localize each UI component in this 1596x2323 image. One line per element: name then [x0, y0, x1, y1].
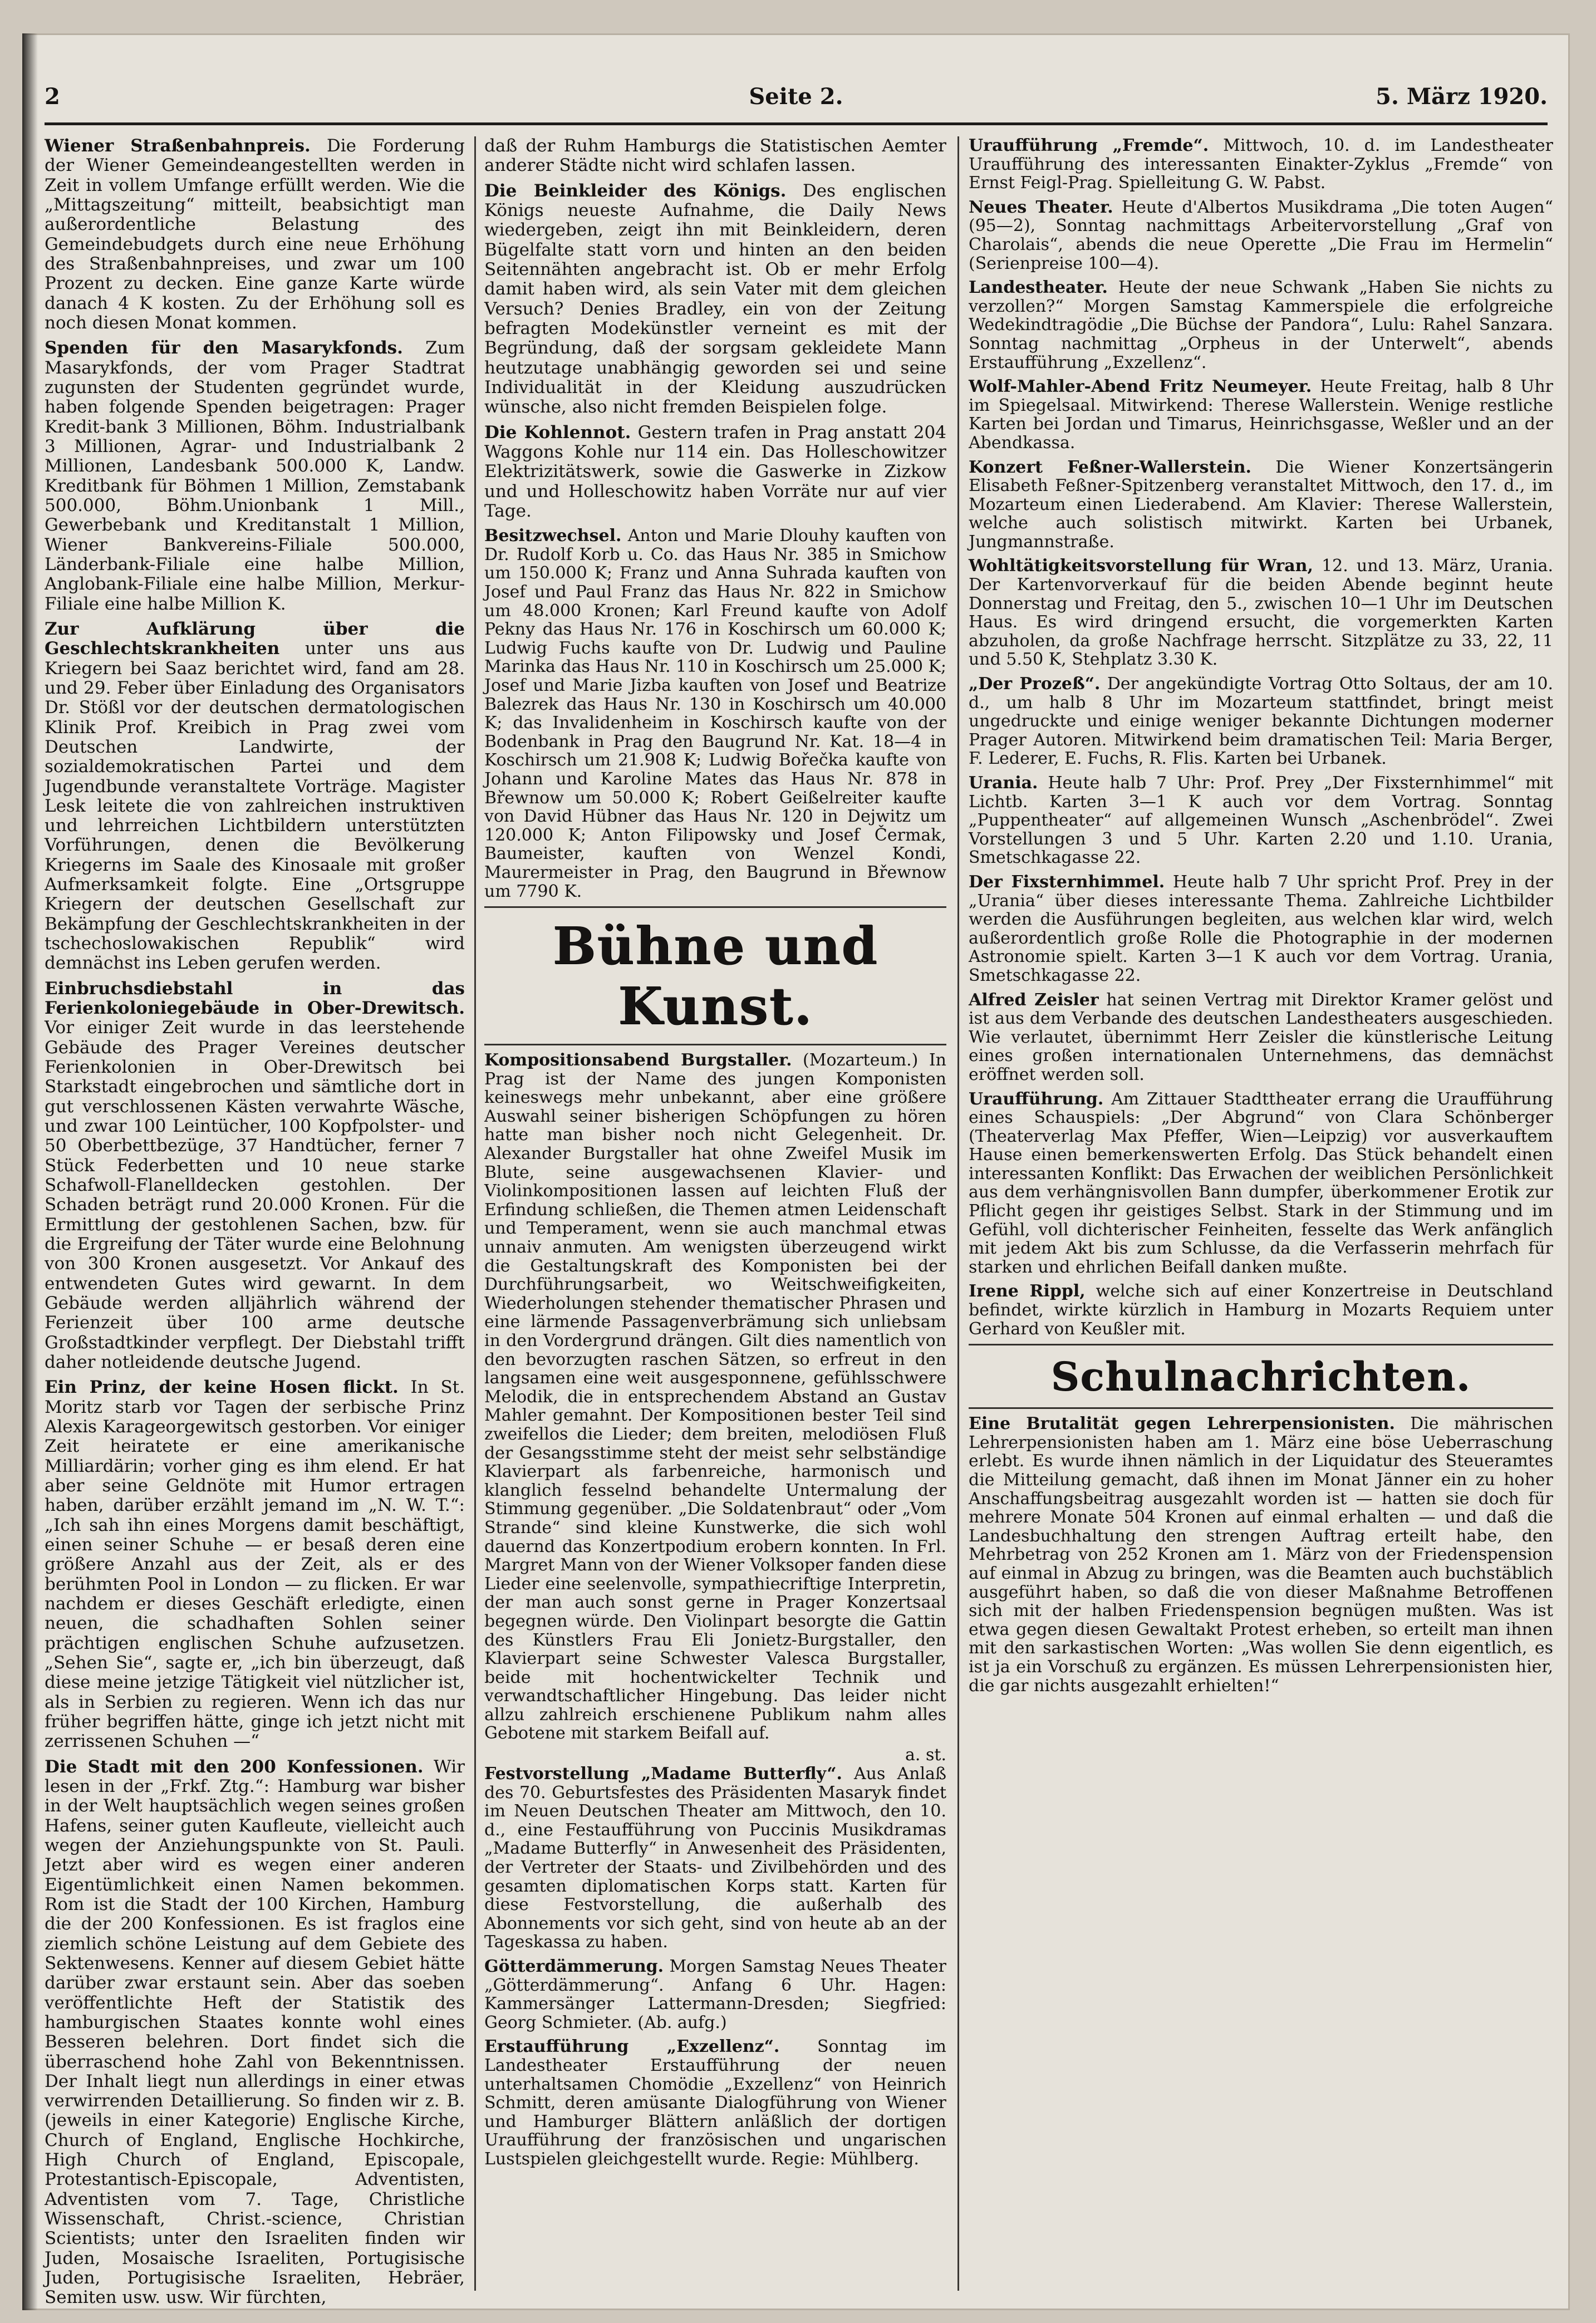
article-text: Mittwoch, 10. d. im Landestheater Uraufführung des interessanten Einakter-Zyklus „Fremde“ von Ernst Feigl-Prag. Spielleitung G. W. Pabst.	[969, 136, 1553, 193]
article-text: Heute halb 7 Uhr spricht Prof. Prey in der „Urania“ über dieses interessante Thema. Zahlreiche Lichtbilder werden die Ausführungen begleiten, aus welchen klar wird, welch außerordentlich große Rolle die Photographie in der modernen Astronomie spielt. Karten 3—1 K auch vor dem Vortrag. Urania, Smetschkagasse 22.	[969, 872, 1553, 985]
article	[969, 774, 1553, 867]
article	[969, 198, 1553, 273]
article	[484, 136, 946, 176]
article-text: Anton und Marie Dlouhy kauften von Dr. Rudolf Korb u. Co. das Haus Nr. 385 in Smichow um 150.000 K; Franz und Anna Suhrada kauften von Josef und Paul Franz das Haus Nr. 822 in Smichow um 48.000 Kronen; Karl Freund kaufte von Adolf Pekny das Haus Nr. 176 in Koschirsch um 60.000 K; Ludwig Fuchs kaufte von Dr. Ludwig und Pauline Marinka das Haus Nr. 110 in Koschirsch um 25.000 K; Josef und Marie Jizba kauften von Josef und Beatrize Balezrek das Haus Nr. 130 in Koschirsch um 40.000 K; das Invalidenheim in Koschirsch kaufte von der Bodenbank in Prag den Baugrund Nr. Kat. 18—4 in Koschirsch um 21.908 K; Ludwig Bořečka kaufte von Johann und Karoline Mates das Haus Nr. 878 in Břewnow um 50.000 K; Robert Geißelreiter kaufte von David Hübner das Haus Nr. 120 in Dejwitz um 120.000 K; Anton Filipowsky und Josef Čermak, Baumeister, kauften von Wenzel Kondi, Maurermeister in Prag, den Baugrund in Břewnow um 7790 K.	[484, 526, 946, 901]
issue-date: 5. März 1920.	[1376, 84, 1548, 110]
article-headline: Wiener Straßenbahnpreis.	[45, 136, 311, 156]
article-text: Aus Anlaß des 70. Geburtsfestes des Präsidenten Masaryk findet im Neuen Deutschen Theater am Mittwoch, den 10. d., eine Festaufführung von Puccinis Musikdramas „Madame Butterfly“ in Anwesenheit des Präsidenten, der Vertreter der Staats- und Zivilbehörden und des gesamten diplomatischen Korps statt. Karten für diese Festvorstellung, die außerhalb des Abonnements vor sich geht, sind von heute ab an der Tageskassa zu haben.	[484, 1764, 946, 1952]
article	[484, 1765, 946, 1952]
article	[45, 136, 465, 333]
column-2	[484, 136, 946, 2291]
article-headline: Der Fixsternhimmel.	[969, 872, 1165, 892]
article-text: Wir lesen in der „Frkf. Ztg.“: Hamburg war bisher in der Welt hauptsächlich wegen seines großen Hafens, seiner guten Kaufleute, vielleicht auch wegen der Anziehungspunkte von St. Pauli. Jetzt aber wird es wegen einer anderen Eigentümlichkeit einen Namen bekommen. Rom ist die Stadt der 100 Kirchen, Hamburg die der 200 Konfessionen. Es ist fraglos eine ziemlich schöne Leistung auf dem Gebiete des Sektenwesens. Kenner auf diesem Gebiet hätte darüber zwar erstaunt sein. Aber das soeben veröffentlichte Heft der Statistik des hamburgischen Staates konnte wohl eines Besseren belehren. Dort findet sich die überraschend hohe Zahl von Bekenntnissen. Der Inhalt liegt nun allerdings in einer etwas verwirrenden Detaillierung. So finden wir z. B. (jeweils in einer Kategorie) Englische Kirche, Church of England, Englische Hochkirche, High Church of England, Episcopale, Protestantisch-Episcopale, Adventisten, Adventisten vom 7. Tage, Christliche Wissenschaft, Christ.-science, Christian Scientists; unter den Israeliten finden wir Juden, Mosaische Israeliten, Portugisische Juden, Portugisische Israeliten, Hebräer, Semiten usw. usw. Wir fürchten,	[45, 1756, 465, 2308]
article	[969, 991, 1553, 1084]
article	[969, 136, 1553, 193]
article-headline: Besitzwechsel.	[484, 526, 622, 546]
scan-edge-shadow	[22, 33, 38, 2310]
section-divider	[484, 1044, 946, 1045]
article-text: unter uns aus Kriegern bei Saaz berichtet wird, fand am 28. und 29. Feber über Einladung des Organisators Dr. Stößl vor der deutschen dermatologischen Klinik Prof. Kreibich in Prag zwei vom Deutschen Landwirte, der sozialdemokratischen Partei und dem Jugendbunde veranstaltete Vorträge. Magister Lesk leitete die von zahlreichen instruktiven und lehrreichen Lichtbildern unterstützten Vorführungen, denen die Bevölkerung Kriegerns im Saale des Kinosaale mit großer Aufmerksamkeit folgte. Eine „Ortsgruppe Kriegern der deutschen Gesellschaft zur Bekämpfung der Geschlechtskrankheiten in der tschechoslowakischen Republik“ wird demnächst ins Leben gerufen werden.	[45, 639, 465, 974]
article	[484, 2037, 946, 2168]
article-text: (Mozarteum.) In Prag ist der Name des jungen Komponisten keineswegs mehr unbekannt, aber eine größere Auswahl seiner bisherigen Schöpfungen zu hören hatte man bisher noch nicht Gelegenheit. Dr. Alexander Burgstaller hat ohne Zweifel Musik im Blute, seine ausgewachsenen Klavier- und Violinkompositionen lassen auf leichten Fluß der Erfindung schließen, die Themen atmen Leidenschaft und Temperament, wenn sie auch manchmal etwas unnaiv anmuten. Am wenigsten überzeugend wirkt die Gestaltungskraft des Komponisten bei der Durchführungsarbeit, wo Weitschweifigkeiten, Wiederholungen stehender thematischer Phrasen und eine lärmende Passagenverbrämung sich unliebsam in den Vordergrund drängen. Gilt dies namentlich von den bevorzugten raschen Sätzen, so erfreut in den langsamen eine weit ausgesponnene, gefühlsschwere Melodik, die in entsprechendem Abstand an Gustav Mahler gemahnt. Der Kompositionen bester Teil sind zweifellos die Lieder; dem breiten, melodiösen Fluß der Gesangsstimme steht der meist sehr selbständige Klavierpart als farbenreiche, harmonisch und klanglich fesselnd behandelte Untermalung der Stimmung gegenüber. „Die Soldatenbraut“ oder „Vom Strande“ sind kleine Kunstwerke, die sich wohl dauernd das Konzertpodium erobern konnten. In Frl. Margret Mann von der Wiener Volksoper fanden diese Lieder eine seelenvolle, sympathiecriftige Interpretin, der man auch sonst gerne in Prager Konzertsaal begegnen würde. Den Violinpart besorgte die Gattin des Künstlers Frau Eli Jonietz-Burgstaller, den Klavierpart seine Schwester Valesca Burgstaller, beide mit hochentwickelter Technik und verwandtschaftlicher Hingebung. Das leider nicht allzu zahlreich erschienene Publikum nahm alles Gebotene mit starkem Beifall auf.	[484, 1050, 946, 1744]
article-headline: Wohltätigkeitsvorstellung für Wran,	[969, 556, 1313, 576]
article-text: welche sich auf einer Konzertreise in Deutschland befindet, wirkte kürzlich in Hamburg in Mozarts Requiem unter Gerhard von Keußler mit.	[969, 1281, 1554, 1339]
article	[484, 527, 946, 901]
article-headline: Eine Brutalität gegen Lehrerpensionisten.	[969, 1414, 1395, 1434]
article-headline: Neues Theater.	[969, 197, 1113, 217]
article	[969, 675, 1553, 768]
article	[969, 1415, 1553, 1695]
article-headline: Die Kohlennot.	[484, 422, 631, 443]
article-text: Die Forderung der Wiener Gemeindeangestellten werden in Zeit in vollem Umfange erfüllt werden. Wie die „Mittagszeitung“ mitteilt, beabsichtigt man außerordentliche Belastung des Gemeindebudgets durch eine neue Erhöhung des Straßenbahnpreises, und zwar um 100 Prozent zu decken. Eine ganze Karte würde danach 4 K kosten. Zu der Erhöhung soll es noch diesen Monat kommen.	[45, 136, 465, 333]
newspaper-page	[22, 33, 1570, 2310]
article	[969, 278, 1553, 372]
article-headline: Götterdämmerung.	[484, 1957, 664, 1977]
article-headline: Uraufführung.	[969, 1089, 1104, 1109]
column-1	[45, 136, 465, 2308]
section-heading-buehne: Bühne und Kunst.	[552, 916, 878, 1037]
article-headline: Festvorstellung „Madame Butterfly“.	[484, 1764, 842, 1784]
article-text: Gestern trafen in Prag anstatt 204 Waggons Kohle nur 114 ein. Das Holleschowitzer Elektrizitätswerk, sowie die Gaswerke in Zizkow und und Holleschowitz haben Vorräte nur auf vier Tage.	[484, 422, 946, 521]
section-divider	[969, 1344, 1553, 1345]
article-text: daß der Ruhm Hamburgs die Statistischen Aemter anderer Städte nicht wird schlafen lassen.	[484, 136, 946, 176]
page-header	[45, 84, 1548, 117]
header-rule	[45, 122, 1548, 125]
article	[45, 1378, 465, 1751]
article-text: Morgen Samstag Neues Theater „Götterdämmerung“. Anfang 6 Uhr. Hagen: Kammersänger Lattermann-Dresden; Siegfried: Georg Schmieter. (Ab. aufg.)	[484, 1957, 946, 2032]
article-text: Sonntag im Landestheater Erstaufführung der neuen unterhaltsamen Chomödie „Exzellenz“ von Heinrich Schmitt, deren amüsante Dialogführung von Wiener und Hamburger Blättern anläßlich der dortigen Uraufführung der französischen und ungarischen Lustspielen gleichgestellt wurde. Regie: Mühlberg.	[484, 2037, 946, 2169]
page-number: 2	[45, 84, 60, 110]
article	[969, 1090, 1553, 1277]
article-headline: Wolf-Mahler-Abend Fritz Neumeyer.	[969, 377, 1312, 397]
article-signature: a. st.	[905, 1745, 946, 1765]
article-headline: Uraufführung „Fremde“.	[969, 136, 1209, 155]
article-headline: Einbruchsdiebstahl in das Ferienkoloniegebäude in Ober-Drewitsch.	[45, 978, 465, 1019]
article	[969, 873, 1553, 985]
article	[969, 1282, 1553, 1338]
column-rule-1	[474, 136, 476, 2291]
article	[969, 557, 1553, 669]
article-headline: Erstaufführung „Exzellenz“.	[484, 2037, 780, 2057]
article-text: 12. und 13. März, Urania. Der Kartenvorverkauf für die beiden Abende beginnt heute Donnerstag und Freitag, den 5., zwischen 10—1 Uhr im Deutschen Haus. Es wird dringend ersucht, die vorgemerkten Karten abzuholen, da große Nachfrage herrscht. Sitzplätze zu 33, 22, 11 und 5.50 K, Stehplatz 3.30 K.	[969, 556, 1554, 670]
article-headline: Landestheater.	[969, 278, 1108, 298]
column-3	[969, 136, 1553, 2291]
article-text: Heute d'Albertos Musikdrama „Die toten Augen“ (95—2), Sonntag nachmittags Arbeitervorstellung „Graf von Charolais“, abends die neue Operette „Die Frau im Hermelin“ (Serienpreise 100—4).	[969, 197, 1554, 273]
article	[484, 1051, 946, 1743]
article-headline: „Der Prozeß“.	[969, 674, 1101, 694]
article	[484, 423, 946, 522]
article-headline: Die Beinkleider des Königs.	[484, 180, 787, 201]
article-headline: Irene Rippl,	[969, 1281, 1086, 1302]
section-divider	[484, 906, 946, 908]
article-text: Die Wiener Konzertsängerin Elisabeth Feßner-Spitzenberg veranstaltet Mittwoch, den 17. d., im Mozarteum einen Liederabend. Am Klavier: Therese Wallerstein, welche auch solistisch mitwirkt. Karten bei Urbanek, Jungmannstraße.	[969, 457, 1554, 552]
article	[45, 1757, 465, 2308]
article	[45, 338, 465, 614]
section-heading-schulnachrichten: Schulnachrichten.	[1050, 1353, 1471, 1400]
article-headline: Kompositionsabend Burgstaller.	[484, 1050, 792, 1070]
article-text: Heute halb 7 Uhr: Prof. Prey „Der Fixsternhimmel“ mit Lichtb. Karten 3—1 K auch vor dem Vortrag. Sonntag „Puppentheater“ auf allgemeinen Wunsch „Aschenbrödel“. Zwei Vorstellungen 3 und 5 Uhr. Karten 2.20 und 1.10. Urania, Smetschkagasse 22.	[969, 773, 1553, 868]
page-label: Seite 2.	[749, 84, 843, 110]
article-headline: Ein Prinz, der keine Hosen flickt.	[45, 1377, 399, 1398]
article-text: Der angekündigte Vortrag Otto Soltaus, der am 10. d., um halb 8 Uhr im Mozarteum stattfindet, bringt meist ungedruckte und einige weniger bekannte Dichtungen moderner Prager Autoren. Mitwirkend beim dramatischen Teil: Maria Berger, F. Lederer, E. Fuchs, R. Flis. Karten bei Urbanek.	[969, 674, 1553, 769]
article-text: In St. Moritz starb vor Tagen der serbische Prinz Alexis Karageorgewitsch gestorben. Vor einiger Zeit heiratete er eine amerikanische Milliardärin; vorher ging es ihm elend. Er hat aber seine Geldnöte mit Humor ertragen haben, darüber erzählt jemand im „N. W. T.“: „Ich sah ihn eines Morgens damit beschäftigt, einen seiner Schuhe — er besaß deren eine größere Anzahl aus der Zeit, als er des berühmten Pool in London — zu flicken. Er war nachdem er dieses Geschäft erledigte, einen neuen, die schadhaften Sohlen seiner prächtigen englischen Schuhe aufzusetzen. „Sehen Sie“, sagte er, „ich bin überzeugt, daß diese meine jetzige Tätigkeit viel nützlicher ist, als in Serbien zu regieren. Wenn ich das nur früher begriffen hätte, ginge ich jetzt nicht mit zerrissenen Schuhen —“	[45, 1377, 465, 1752]
article	[484, 1957, 946, 2032]
article-text: Die mährischen Lehrerpensionisten haben am 1. März eine böse Ueberraschung erlebt. Es wurde ihnen nämlich in der Liquidatur des Steueramtes die Mitteilung gemacht, daß ihnen im Monat Jänner ein zu hoher Anschaffungsbeitrag ausgezahlt worden ist — hatten sie doch für mehrere Monate 504 Kronen auf einmal erhalten — und daß die Landesbuchhaltung den strengen Auftrag erteilt habe, den Mehrbetrag von 252 Kronen am 1. März von der Friedenspension auf einmal in Abzug zu bringen, was die Beamten auch buchstäblich ausgeführt haben, so daß die von dieser Maßnahme Betroffenen sich mit der halben Friedenspension begnügen mußten. Was ist etwa gegen diesen Gewaltakt Protest erheben, so erteilt man ihnen mit den sarkastischen Worten: „Was wollen Sie denn eigentlich, es ist ja ein Vorschuß zu ergänzen. Es müssen Lehrerpensionisten hier, die gar nichts ausgezahlt erhielten!“	[969, 1414, 1553, 1696]
article	[45, 979, 465, 1373]
article	[484, 181, 946, 418]
article-text: Vor einiger Zeit wurde in das leerstehende Gebäude des Prager Vereines deutscher Ferienkolonien in Ober-Drewitsch bei Starkstadt eingebrochen und sämtliche dort in gut verschlossenen Kästen verwahrte Wäsche, und zwar 100 Leintücher, 100 Kopfpolster- und 50 Oberbettbezüge, 37 Handtücher, ferner 7 Stück Federbetten und 10 neue starke Schafwoll-Flanelldecken gestohlen. Der Schaden beträgt rund 20.000 Kronen. Für die Ermittlung der gestohlenen Sachen, bzw. für die Ergreifung der Täter wurde eine Belohnung von 300 Kronen ausgesetzt. Vor Ankauf des entwendeten Gutes wird gewarnt. In dem Gebäude werden alljährlich während der Ferienzeit über 100 arme deutsche Großstadtkinder verpflegt. Der Diebstahl trifft daher notleidende deutsche Jugend.	[45, 1018, 465, 1373]
article	[969, 377, 1553, 452]
article-text: Am Zittauer Stadttheater errang die Uraufführung eines Schauspiels: „Der Abgrund“ von Clara Schönberger (Theaterverlag Max Pfeffer, Wien—Leipzig) vor ausverkauftem Hause einen bemerkenswerten Erfolg. Das Stück behandelt einen interessanten Konflikt: Das Erwachen der weiblichen Persönlichkeit aus dem verhängnisvollen Bann dumpfer, überkommener Erotik zur Pflicht gegen ihr geistiges Selbst. Stark in der Stimmung und im Gefühl, voll dichterischer Feinheiten, fesselte das Werk anfänglich mit jedem Akt bis zum Schlusse, da die Verfasserin mehrfach für starken und ehrlichen Beifall danken mußte.	[969, 1089, 1553, 1277]
column-rule-2	[957, 136, 959, 2291]
section-divider	[969, 1407, 1553, 1409]
article-text: hat seinen Vertrag mit Direktor Kramer gelöst und ist aus dem Verbande des deutschen Landestheaters ausgeschieden. Wie verlautet, übernimmt Herr Zeisler die künstlerische Leitung eines großen internationalen Unternehmens, das demnächst eröffnet werden soll.	[969, 990, 1553, 1084]
article-headline: Die Stadt mit den 200 Konfessionen.	[45, 1756, 424, 1777]
article-headline: Zur Aufklärung über die Geschlechtskrankheiten	[45, 618, 465, 659]
article-text: Heute Freitag, halb 8 Uhr im Spiegelsaal. Mitwirkend: Therese Wallerstein. Wenige restliche Karten bei Jordan und Timarus, Heinrichsgasse, Weßler und an der Abendkassa.	[969, 377, 1554, 453]
article-headline: Spenden für den Masarykfonds.	[45, 338, 403, 358]
article	[969, 458, 1553, 552]
article-text: Zum Masarykfonds, der vom Prager Stadtrat zugunsten der Studenten gegründet wurde, haben folgende Spenden beigetragen: Prager Kredit-bank 3 Millionen, Böhm. Industrialbank 3 Millionen, Agrar- und Industrialbank 2 Millionen, Landesbank 500.000 K, Landw. Kreditbank für Böhmen 1 Million, Zemstabank 500.000, Böhm.Unionbank 1 Mill., Gewerbebank und Kreditanstalt 1 Million, Wiener Bankvereins-Filiale 500.000, Länderbank-Filiale eine halbe Million, Anglobank-Filiale eine halbe Million, Merkur-Filiale eine halbe Million K.	[45, 338, 465, 614]
article-text: Heute der neue Schwank „Haben Sie nichts zu verzollen?“ Morgen Samstag Kammerspiele die erfolgreiche Wedekindtragödie „Die Büchse der Pandora“, Lulu: Rahel Sanzara. Sonntag nachmittag „Orpheus in der Unterwelt“, abends Erstaufführung „Exzellenz“.	[969, 278, 1553, 372]
article-headline: Urania.	[969, 773, 1038, 793]
article-text: Des englischen Königs neueste Aufnahme, die Daily News wiedergeben, zeigt ihn mit Beinkleidern, deren Bügelfalte statt vorn und hinten an den beiden Seitennähten angebracht ist. Ob er mehr Erfolg damit haben wird, als sein Vater mit dem gleichen Versuch? Denies Bradley, ein von der Zeitung befragten Modekünstler verneint es mit der Begründung, daß der sorgsam gekleidete Mann heutzutage unabhängig geworden sei und seine Individualität in der Kleidung auszudrücken wünsche, also nicht fremden Beispielen folge.	[484, 180, 946, 418]
article	[45, 620, 465, 974]
article-headline: Alfred Zeisler	[969, 990, 1099, 1010]
article-headline: Konzert Feßner-Wallerstein.	[969, 457, 1251, 477]
